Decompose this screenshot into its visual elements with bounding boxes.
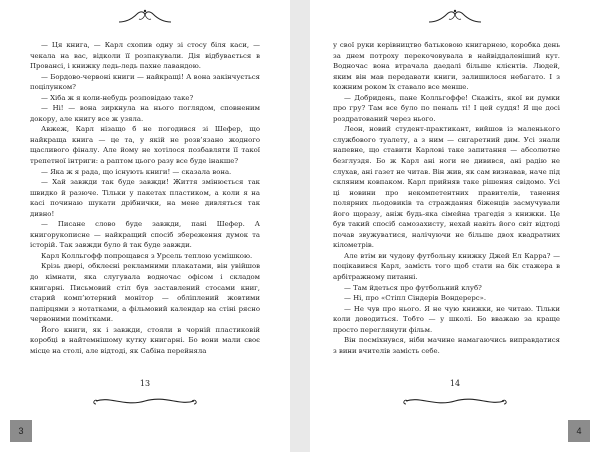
- flourish-icon: [115, 8, 175, 26]
- paragraph: — Не чув про нього. Я не чую книжки, не читаю. Тільки коли доводиться. Тобто — у школі. Бо вважаю за краще просто переглянути фільм.: [333, 304, 560, 334]
- paragraph: Крізь двері, обклеєні рекламними плакатами, він увійшов до кімнати, яка слугувала водночас офісом і складом книгарні. Письмовий стіл був заставлений стосами книг, старий комп’ютерний монітор — обліплений жовтими папірцями з нотатками, а фільмовий календар на стіні рясно червоними помітками.: [30, 262, 260, 324]
- paragraph: у свої руки керівництво батьковою книгарнею, коробка день за днем потроху перекочовувала в найвіддаленіший кут. Водночас вона втрачала даедалі більше клієнтів. Людей, яким він мав передавати книги, залишилося небагато. І з кожним роком їх ставало все менше.: [333, 41, 560, 92]
- page-tab-right[interactable]: 4: [568, 420, 590, 442]
- page-number: 14: [449, 379, 461, 388]
- paragraph: — Хіба ж я коли-небудь розповідаю таке?: [41, 93, 194, 102]
- folio-flourish-icon: [90, 392, 200, 410]
- left-page: [0, 0, 290, 452]
- page-tab-left[interactable]: 3: [10, 420, 32, 442]
- paragraph: Він посміхнувся, ніби мачине намагаючись виправдатися з вини вчителів замість себе.: [333, 336, 560, 355]
- right-folio: [310, 379, 600, 410]
- folio-flourish-icon: [400, 392, 510, 410]
- paragraph: Леон, новий студент-практикант, вийшов із маленького службового туалету, а з ним — сигаретний дим. Усі знали напевне, що ставити Карлові таке запитання — абсолютне безглуздя. Бо ж Карл ані ноги не дивився, ані радію не слухав, ані газет не читав. Він жив, як сам визнавав, наче під скляним ковпаком. Карл прийняв таке рішення свідомо. Усі ці новини про некомпетентних правителів, танення полярних льодовиків та страждання біженців засмучували його щоразу, аніж будь-яка сімейна трагедія з книжки. Це був такий спосіб самозахисту, нехай навіть його світ відтоді почав звужуватися, налічуючи не більше двох квадратних кілометрів.: [333, 125, 560, 250]
- paragraph: — Ні! — вона зиркнула на нього поглядом, сповненим докору, але книгу все ж узяла.: [30, 104, 260, 123]
- paragraph: — Писане слово буде завжди, пані Шефер. А книгорукописне — найкращий спосіб збереження думок та історій. Так завжди було й так буде завжди.: [30, 220, 260, 250]
- flourish-icon: [425, 8, 485, 26]
- page-number: 13: [139, 379, 151, 388]
- paragraph: — Добридень, пане Колльгоффе! Скажіть, якої ви думки про гру? Там все було по пеналь ті! І цей суддя! Я ще досі роздратований через нього.: [333, 93, 560, 123]
- paragraph: Його книги, як і завжди, стояли в чорній пластиковій коробці в найтемнішому кутку книгарні. Бо вони мали своє місце на столі, але відтоді, як Сабіна перейняла: [30, 325, 260, 355]
- right-page: [310, 0, 600, 452]
- paragraph: — Там йдеться про футбольний клуб?: [344, 283, 482, 292]
- paragraph: — Ця книга, — Карл схопив одну зі стосу біля каси, — чекала на вас, відколи її розпакували. Дія відбувається в Провансі, і книжку ледь-ледь пахне лавандою.: [30, 41, 260, 71]
- paragraph: — Ні, про «Стіпл Сіндерів Вондерерс».: [344, 294, 487, 303]
- paragraph: Авжеж, Карл нізащо б не погодився зі Шефер, що найкраща книга — це та, у якій не розв’язано жодного щасливого фіналу. Але йому не хотілося позбавляти її такої трепетної інтриги: а раптом цього разу все буде інакше?: [30, 125, 260, 166]
- top-ornament: [310, 8, 600, 28]
- paragraph: — Хай завжди так буде завжди! Життя змінюється так швидко й разюче. Тільки у пакетах пластиком, а коли я на касі починаю шукати дрібнички, на мене дивляться так дивно!: [30, 178, 260, 218]
- left-body-text: [30, 40, 260, 356]
- paragraph: — Бордово-червоні книги — найкращі! А вона закінчується поцілунком?: [30, 72, 260, 92]
- paragraph: Карл Колльгофф попрощався з Урсель теплою усмішкою.: [41, 251, 253, 260]
- top-ornament: [0, 8, 290, 28]
- left-folio: [0, 379, 290, 410]
- right-body-text: [333, 40, 560, 356]
- paragraph: — Яка ж я рада, що існують книги! — сказала вона.: [41, 167, 232, 176]
- paragraph: Але втім ви чудову футбольну книжку Джей Ел Карра? — поцікавився Карл, замість того щоб стати на бік стажера в арбітражному питанні.: [333, 251, 560, 282]
